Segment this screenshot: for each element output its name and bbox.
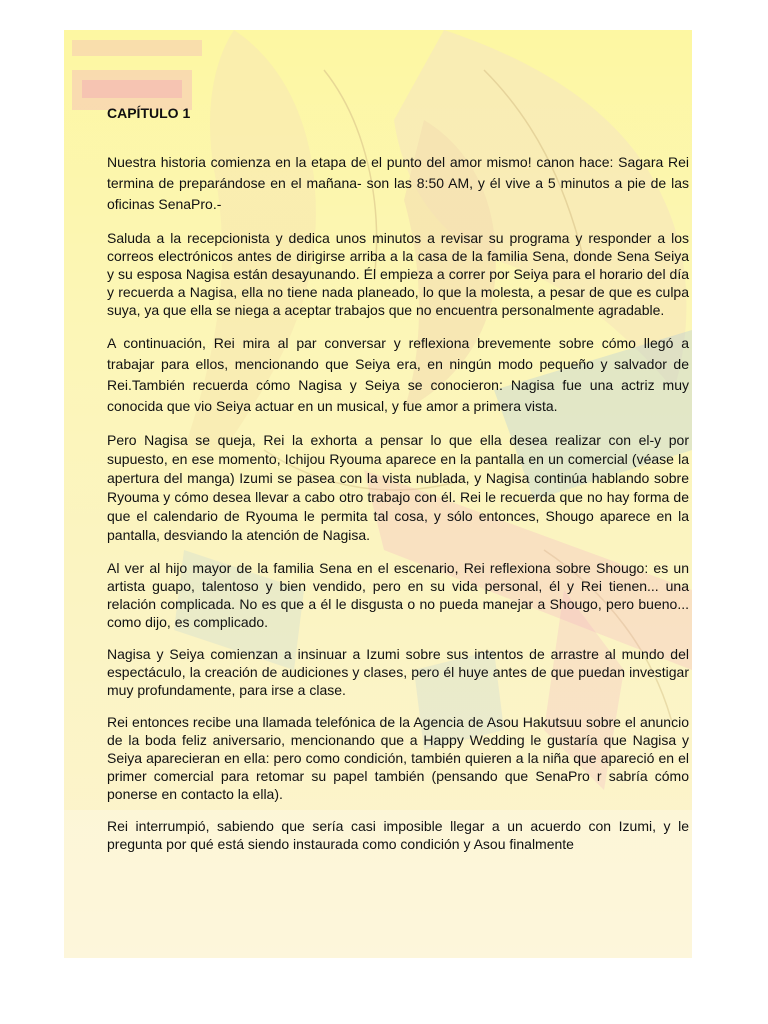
paragraph: Nagisa y Seiya comienzan a insinuar a Izumi sobre sus intentos de arrastre al mundo del espectáculo, la creación de audiciones y clases, pero él huye antes de que puedan investigar muy profundamente, para irse a clase. bbox=[107, 646, 689, 698]
paragraph: Pero Nagisa se queja, Rei la exhorta a pensar lo que ella desea realizar con el-y por supuesto, en ese momento, Ichijou Ryouma aparece en la pantalla en un comercial (véase la apertura del manga) Izumi se pasea con la vista nublada, y Nagisa continúa hablando sobre Ryouma y cómo desea llevar a cabo otro trabajo con él. Rei le recuerda que no hay forma de que el calendario de Ryouma le permita tal cosa, y sólo entonces, Shougo aparece en la pantalla, desviando la atención de Nagisa. bbox=[107, 432, 689, 543]
paragraph: Al ver al hijo mayor de la familia Sena en el escenario, Rei reflexiona sobre Shougo: es un artista guapo, talentoso y bien vendido, pero en su vida personal, él y Rei tienen... una relación complicada. No es que a él le disgusta o no pueda manejar a Shougo, pero bueno... como dijo, es complicado. bbox=[107, 560, 689, 630]
paragraph: A continuación, Rei mira al par conversar y reflexiona brevemente sobre cómo llegó a trabajar para ellos, mencionando que Seiya era, en ningún modo pequeño y salvador de Rei.También recuerda cómo Nagisa y Seiya se conocieron: Nagisa fue una actriz muy conocida que vio Seiya actuar en un musical, y fue amor a primera vista. bbox=[107, 335, 689, 414]
paragraph: Rei interrumpió, sabiendo que sería casi imposible llegar a un acuerdo con Izumi, y le pregunta por qué está siendo instaurada como condición y Asou finalmente bbox=[107, 818, 689, 852]
paragraph: Rei entonces recibe una llamada telefónica de la Agencia de Asou Hakutsuu sobre el anuncio de la boda feliz aniversario, mencionando que a Happy Wedding le gustaría que Nagisa y Seiya aparecieran en ella: pero como condición, también quieren a la niña que apareció en el primer comercial para retomar su papel también (pensando que SenaPro r sabría cómo ponerse en contacto la ella). bbox=[107, 714, 689, 802]
document-body bbox=[107, 104, 689, 867]
paragraph: Saluda a la recepcionista y dedica unos minutos a revisar su programa y responder a los correos electrónicos antes de dirigirse arriba a la casa de la familia Sena, donde Sena Seiya y su esposa Nagisa están desayunando. Él empieza a correr por Seiya para el horario del día y recuerda a Nagisa, ella no tiene nada planeado, lo que la molesta, a pesar de que es culpa suya, ya que ella se niega a aceptar trabajos que no encuentra personalmente agradable. bbox=[107, 230, 689, 318]
chapter-heading: CAPÍTULO 1 bbox=[107, 105, 191, 121]
paragraph: Nuestra historia comienza en la etapa de el punto del amor mismo! canon hace: Sagara Rei termina de preparándose en el mañana- son las 8:50 AM, y él vive a 5 minutos a pie de las oficinas SenaPro.- bbox=[107, 154, 689, 212]
